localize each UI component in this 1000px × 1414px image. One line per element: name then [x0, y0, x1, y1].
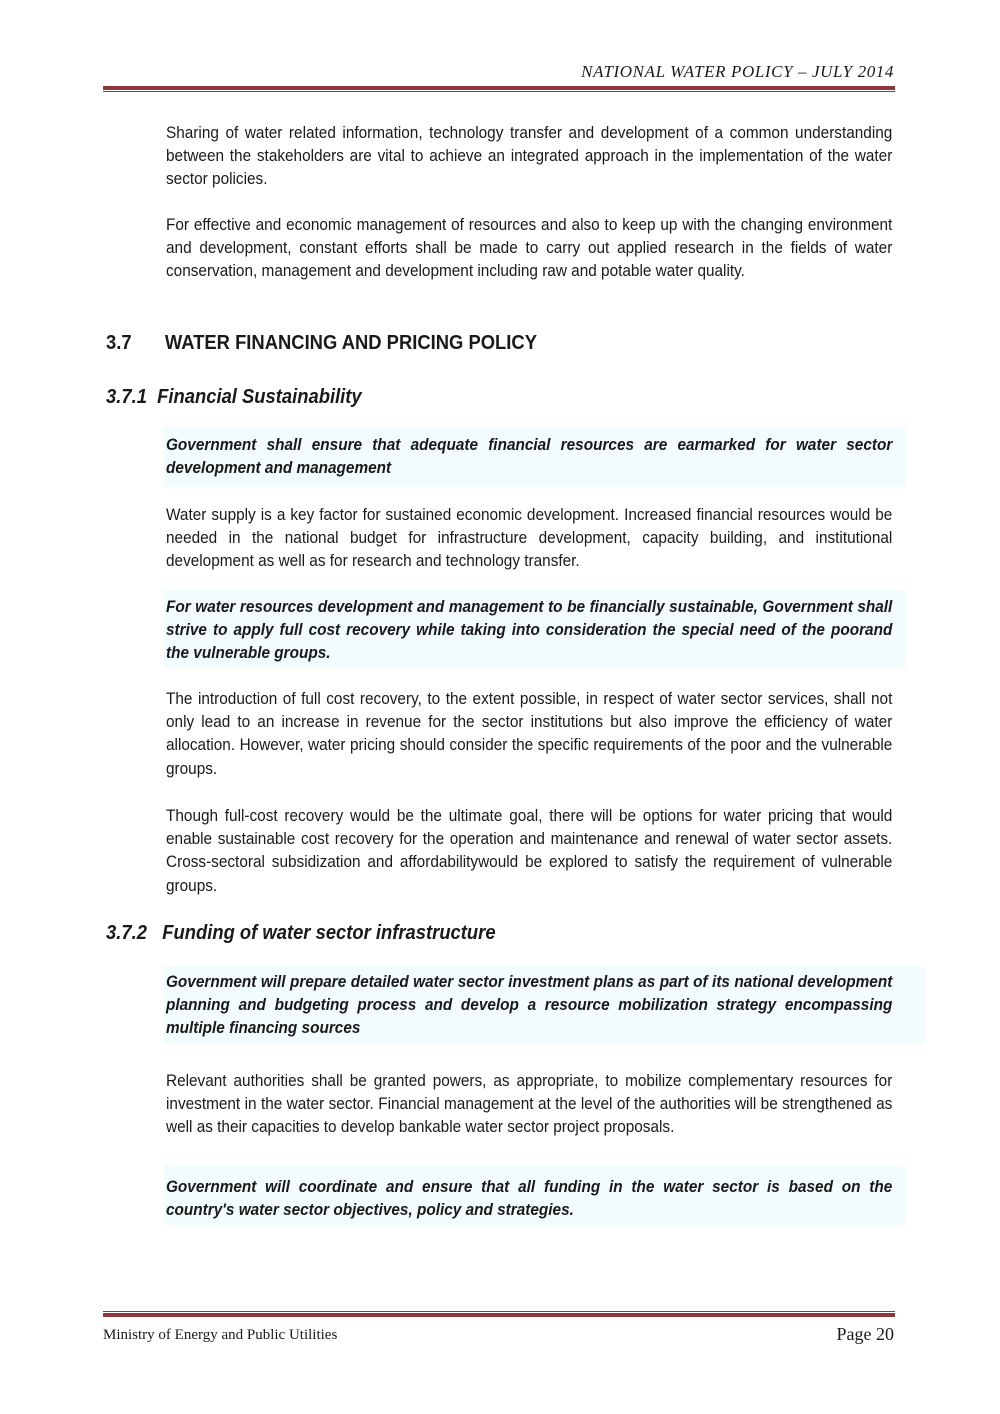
- callout-financial-resources: Government shall ensure that adequate financial resources are earmarked for water sector development and management: [166, 436, 893, 478]
- callout-cost-recovery: For water resources development and management to be financially sustainable, Government shall strive to apply full cost recovery while taking into consideration the special need of the poorand the vulnerable groups.: [166, 598, 893, 663]
- paragraph-full-cost-recovery: The introduction of full cost recovery, to the extent possible, in respect of water sector services, shall not only lead to an increase in revenue for the sector institutions but also improve the efficiency of water allocation. However, water pricing should consider the specific requirements of the poor and the vulnerable groups.: [166, 690, 893, 778]
- header-divider: [103, 86, 895, 92]
- section-heading-3-7: [106, 332, 537, 355]
- page-header-title: NATIONAL WATER POLICY – JULY 2014: [581, 62, 894, 81]
- subsection-heading-3-7-1: [106, 386, 362, 409]
- callout-investment-plans: Government will prepare detailed water sector investment plans as part of its national development planning and budgeting process and develop a resource mobilization strategy encompassing multiple financing sources: [166, 973, 893, 1038]
- paragraph-water-pricing-options: Though full-cost recovery would be the ultimate goal, there will be options for water pricing that would enable sustainable cost recovery for the operation and maintenance and renewal of water sector assets. Cross-sectoral subsidization and affordabilitywould be explored to satisfy the requirement of vulnerable groups.: [166, 807, 893, 895]
- paragraph-information-sharing: Sharing of water related information, technology transfer and development of a common understanding between the stakeholders are vital to achieve an integrated approach in the implementation of the water sector policies.: [166, 124, 893, 189]
- subsection-number: 3.7.1: [106, 386, 147, 408]
- footer-organization: Ministry of Energy and Public Utilities: [103, 1327, 338, 1343]
- paragraph-water-supply: Water supply is a key factor for sustained economic development. Increased financial resources would be needed in the national budget for infrastructure development, capacity building, and institutional development as well as for research and technology transfer.: [166, 506, 893, 571]
- footer-divider: [103, 1311, 895, 1317]
- callout-funding-coordination: Government will coordinate and ensure that all funding in the water sector is based on the country's water sector objectives, policy and strategies.: [166, 1178, 893, 1220]
- subsection-heading-3-7-2: [106, 922, 496, 945]
- section-number: 3.7: [106, 332, 132, 354]
- paragraph-relevant-authorities: Relevant authorities shall be granted powers, as appropriate, to mobilize complementary resources for investment in the water sector. Financial management at the level of the authorities will be strengthened as well as their capacities to develop bankable water sector project proposals.: [166, 1072, 893, 1137]
- subsection-title: Funding of water sector infrastructure: [162, 922, 496, 944]
- paragraph-applied-research: For effective and economic management of resources and also to keep up with the changing environment and development, constant efforts shall be made to carry out applied research in the fields of water conservation, management and development including raw and potable water quality.: [166, 216, 893, 281]
- page-number: Page 20: [836, 1324, 894, 1344]
- section-title: WATER FINANCING AND PRICING POLICY: [164, 332, 537, 354]
- subsection-number: 3.7.2: [106, 922, 147, 944]
- subsection-title: Financial Sustainability: [157, 386, 362, 408]
